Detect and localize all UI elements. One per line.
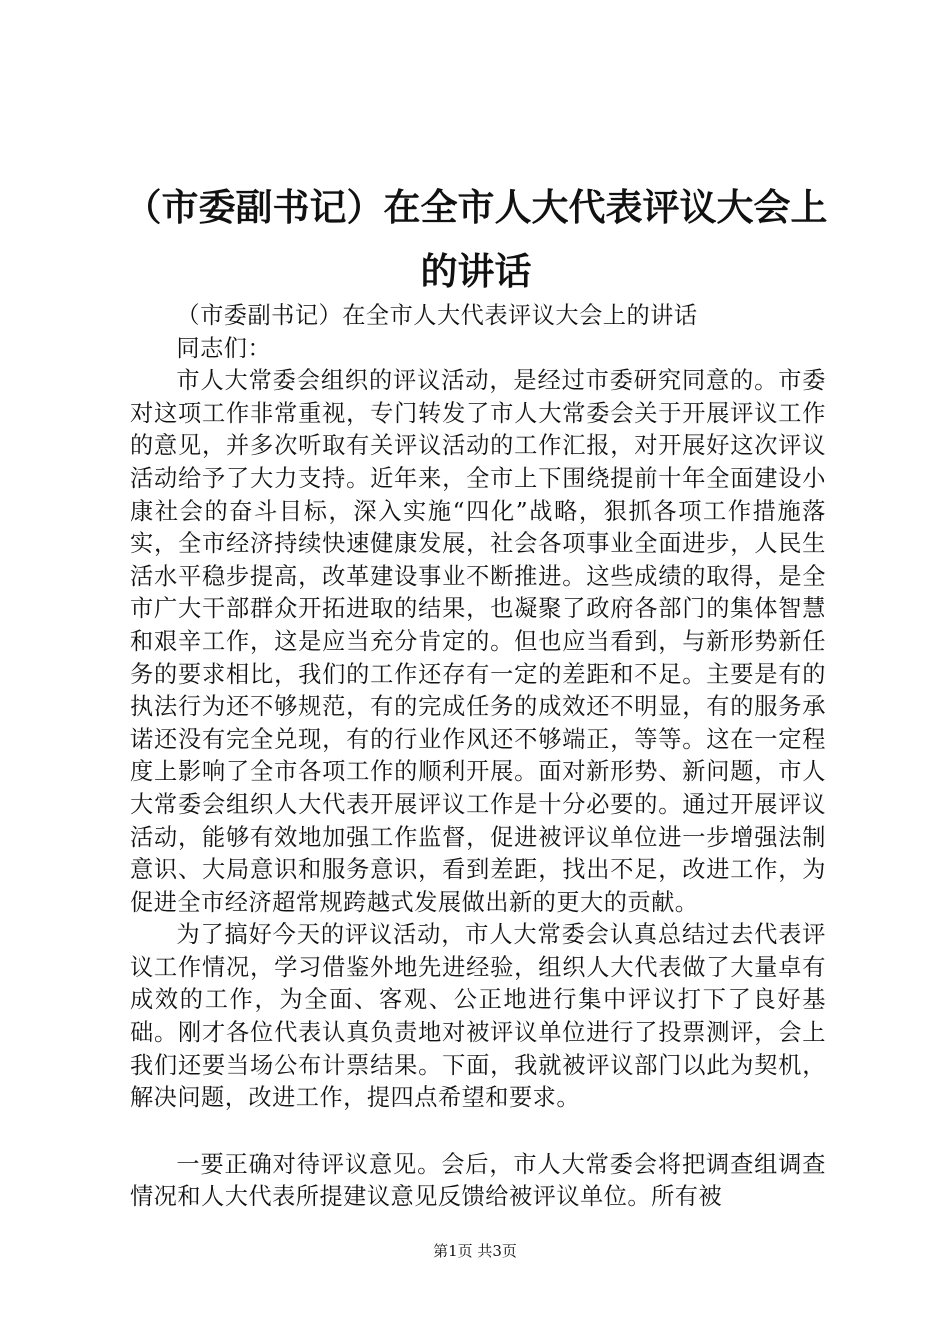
document-title: （市委副书记）在全市人大代表评议大会上的讲话 [124, 186, 828, 293]
salutation: 同志们： [176, 334, 272, 362]
body-paragraph-2: 为了搞好今天的评议活动，市人大常委会认真总结过去代表评议工作情况，学习借鉴外地先进经验，组织人大代表做了大量卓有成效的工作，为全面、客观、公正地进行集中评议打下了良好基础。刚才各位代表认真负责地对被评议单位进行了投票测评，会上我们还要当场公布计票结果。下面，我就被评议部门以此为契机，解决问题，改进工作，提四点希望和要求。 [130, 921, 826, 1112]
page-number-footer: 第1页 共3页 [433, 1242, 517, 1260]
document-subtitle: （市委副书记）在全市人大代表评议大会上的讲话 [176, 302, 698, 329]
body-paragraph-3: 一要正确对待评议意见。会后，市人大常委会将把调查组调查情况和人大代表所提建议意见反馈给被评议单位。所有被 [130, 1150, 826, 1211]
body-paragraph-1: 市人大常委会组织的评议活动，是经过市委研究同意的。市委对这项工作非常重视，专门转发了市人大常委会关于开展评议工作的意见，并多次听取有关评议活动的工作汇报，对开展好这次评议活动给予了大力支持。近年来，全市上下围绕提前十年全面建设小康社会的奋斗目标，深入实施“四化”战略，狠抓各项工作措施落实，全市经济持续快速健康发展，社会各项事业全面进步，人民生活水平稳步提高，改革建设事业不断推进。这些成绩的取得，是全市广大干部群众开拓进取的结果，也凝聚了政府各部门的集体智慧和艰辛工作，这是应当充分肯定的。但也应当看到，与新形势新任务的要求相比，我们的工作还存有一定的差距和不足。主要是有的执法行为还不够规范，有的完成任务的成效还不明显，有的服务承诺还没有完全兑现，有的行业作风还不够端正，等等。这在一定程度上影响了全市各项工作的顺利开展。面对新形势、新问题，市人大常委会组织人大代表开展评议工作是十分必要的。通过开展评议活动，能够有效地加强工作监督，促进被评议单位进一步增强法制意识、大局意识和服务意识，看到差距，找出不足，改进工作，为促进全市经济超常规跨越式发展做出新的更大的贡献。 [130, 367, 826, 916]
document-body [130, 300, 826, 1214]
